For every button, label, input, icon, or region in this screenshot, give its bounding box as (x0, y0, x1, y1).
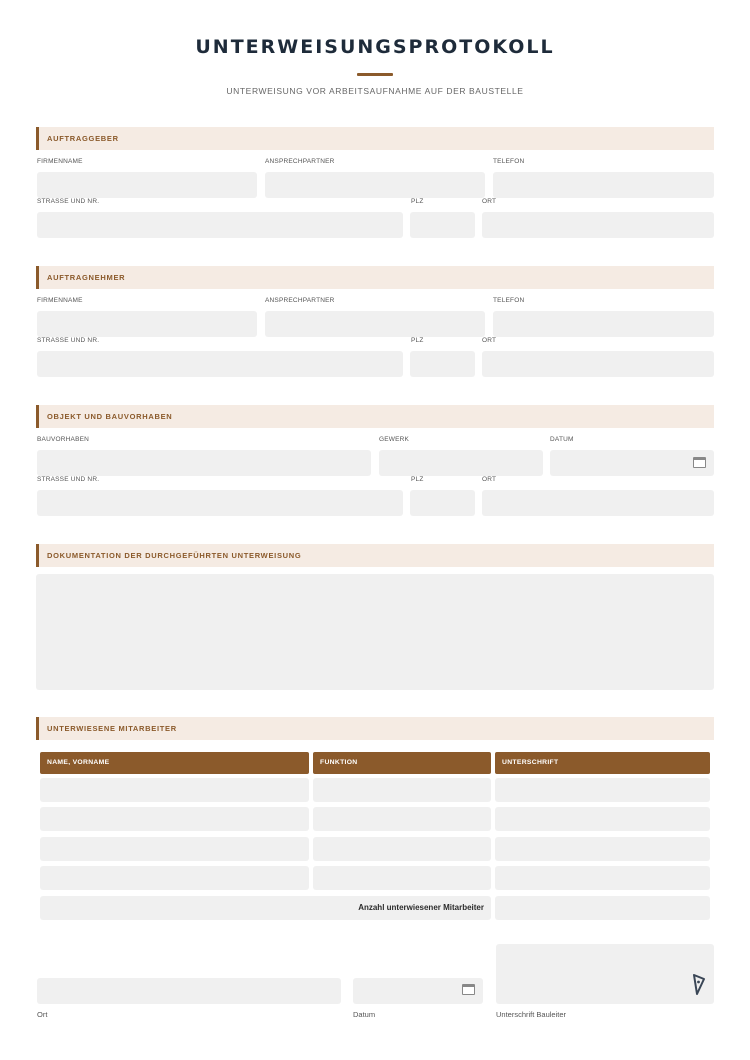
auftraggeber-ansprechpartner-field[interactable] (265, 172, 485, 198)
table-cell-funktion[interactable] (313, 807, 491, 831)
label-auftragnehmer-ansprechpartner: ANSPRECHPARTNER (265, 297, 335, 304)
label-auftraggeber-telefon: TELEFON (493, 158, 525, 165)
objekt-bauvorhaben-field[interactable] (37, 450, 371, 476)
page-subtitle: UNTERWEISUNG VOR ARBEITSAUFNAHME AUF DER BAUSTELLE (226, 86, 524, 96)
objekt-plz-field[interactable] (410, 490, 475, 516)
section-header-mitarbeiter: UNTERWIESENE MITARBEITER (36, 717, 714, 740)
label-auftraggeber-strasse: STRASSE UND NR. (37, 198, 100, 205)
section-header-auftraggeber: AUFTRAGGEBER (36, 127, 714, 150)
auftraggeber-plz-field[interactable] (410, 212, 475, 238)
label-auftraggeber-firmenname: FIRMENNAME (37, 158, 83, 165)
table-cell-funktion[interactable] (313, 866, 491, 890)
label-objekt-strasse: STRASSE UND NR. (37, 476, 100, 483)
auftragnehmer-firmenname-field[interactable] (37, 311, 257, 337)
footer-ort-field[interactable] (37, 978, 341, 1004)
section-header-auftragnehmer: AUFTRAGNEHMER (36, 266, 714, 289)
label-auftragnehmer-firmenname: FIRMENNAME (37, 297, 83, 304)
auftraggeber-firmenname-field[interactable] (37, 172, 257, 198)
label-auftragnehmer-telefon: TELEFON (493, 297, 525, 304)
table-cell-funktion[interactable] (313, 837, 491, 861)
table-cell-unterschrift[interactable] (495, 807, 710, 831)
label-objekt-plz: PLZ (411, 476, 424, 483)
signature-pen-icon (692, 974, 706, 996)
objekt-strasse-field[interactable] (37, 490, 403, 516)
auftragnehmer-plz-field[interactable] (410, 351, 475, 377)
auftragnehmer-ort-field[interactable] (482, 351, 714, 377)
signature-box[interactable] (496, 944, 714, 1004)
objekt-gewerk-field[interactable] (379, 450, 543, 476)
label-auftragnehmer-plz: PLZ (411, 337, 424, 344)
section-header-objekt: OBJEKT UND BAUVORHABEN (36, 405, 714, 428)
label-auftraggeber-plz: PLZ (411, 198, 424, 205)
label-auftraggeber-ort: ORT (482, 198, 497, 205)
label-auftragnehmer-strasse: STRASSE UND NR. (37, 337, 100, 344)
auftragnehmer-strasse-field[interactable] (37, 351, 403, 377)
table-cell-name[interactable] (40, 807, 309, 831)
table-cell-funktion[interactable] (313, 778, 491, 802)
label-auftraggeber-ansprechpartner: ANSPRECHPARTNER (265, 158, 335, 165)
title-divider (357, 73, 393, 76)
objekt-ort-field[interactable] (482, 490, 714, 516)
auftraggeber-ort-field[interactable] (482, 212, 714, 238)
footer-ort-label: Ort (37, 1010, 48, 1019)
column-header-unterschrift: UNTERSCHRIFT (495, 752, 710, 774)
page-title: UNTERWEISUNGSPROTOKOLL (195, 36, 555, 58)
label-objekt-bauvorhaben: BAUVORHABEN (37, 436, 90, 443)
dokumentation-textarea[interactable] (36, 574, 714, 690)
table-cell-name[interactable] (40, 837, 309, 861)
calendar-icon[interactable] (693, 457, 706, 468)
column-header-name: NAME, VORNAME (40, 752, 309, 774)
label-objekt-datum: DATUM (550, 436, 574, 443)
table-cell-name[interactable] (40, 866, 309, 890)
table-cell-name[interactable] (40, 778, 309, 802)
auftraggeber-telefon-field[interactable] (493, 172, 714, 198)
section-header-dokumentation: DOKUMENTATION DER DURCHGEFÜHRTEN UNTERWEISUNG (36, 544, 714, 567)
column-header-funktion: FUNKTION (313, 752, 491, 774)
auftraggeber-strasse-field[interactable] (37, 212, 403, 238)
label-objekt-ort: ORT (482, 476, 497, 483)
table-cell-unterschrift[interactable] (495, 866, 710, 890)
count-field[interactable] (495, 896, 710, 920)
footer-datum-label: Datum (353, 1010, 376, 1019)
auftragnehmer-ansprechpartner-field[interactable] (265, 311, 485, 337)
table-cell-unterschrift[interactable] (495, 778, 710, 802)
count-label: Anzahl unterwiesener Mitarbeiter (40, 896, 491, 920)
calendar-icon[interactable] (462, 984, 475, 995)
auftragnehmer-telefon-field[interactable] (493, 311, 714, 337)
footer-signature-label: Unterschrift Bauleiter (496, 1010, 567, 1019)
objekt-datum-field[interactable] (550, 450, 714, 476)
table-cell-unterschrift[interactable] (495, 837, 710, 861)
label-objekt-gewerk: GEWERK (379, 436, 410, 443)
label-auftragnehmer-ort: ORT (482, 337, 497, 344)
